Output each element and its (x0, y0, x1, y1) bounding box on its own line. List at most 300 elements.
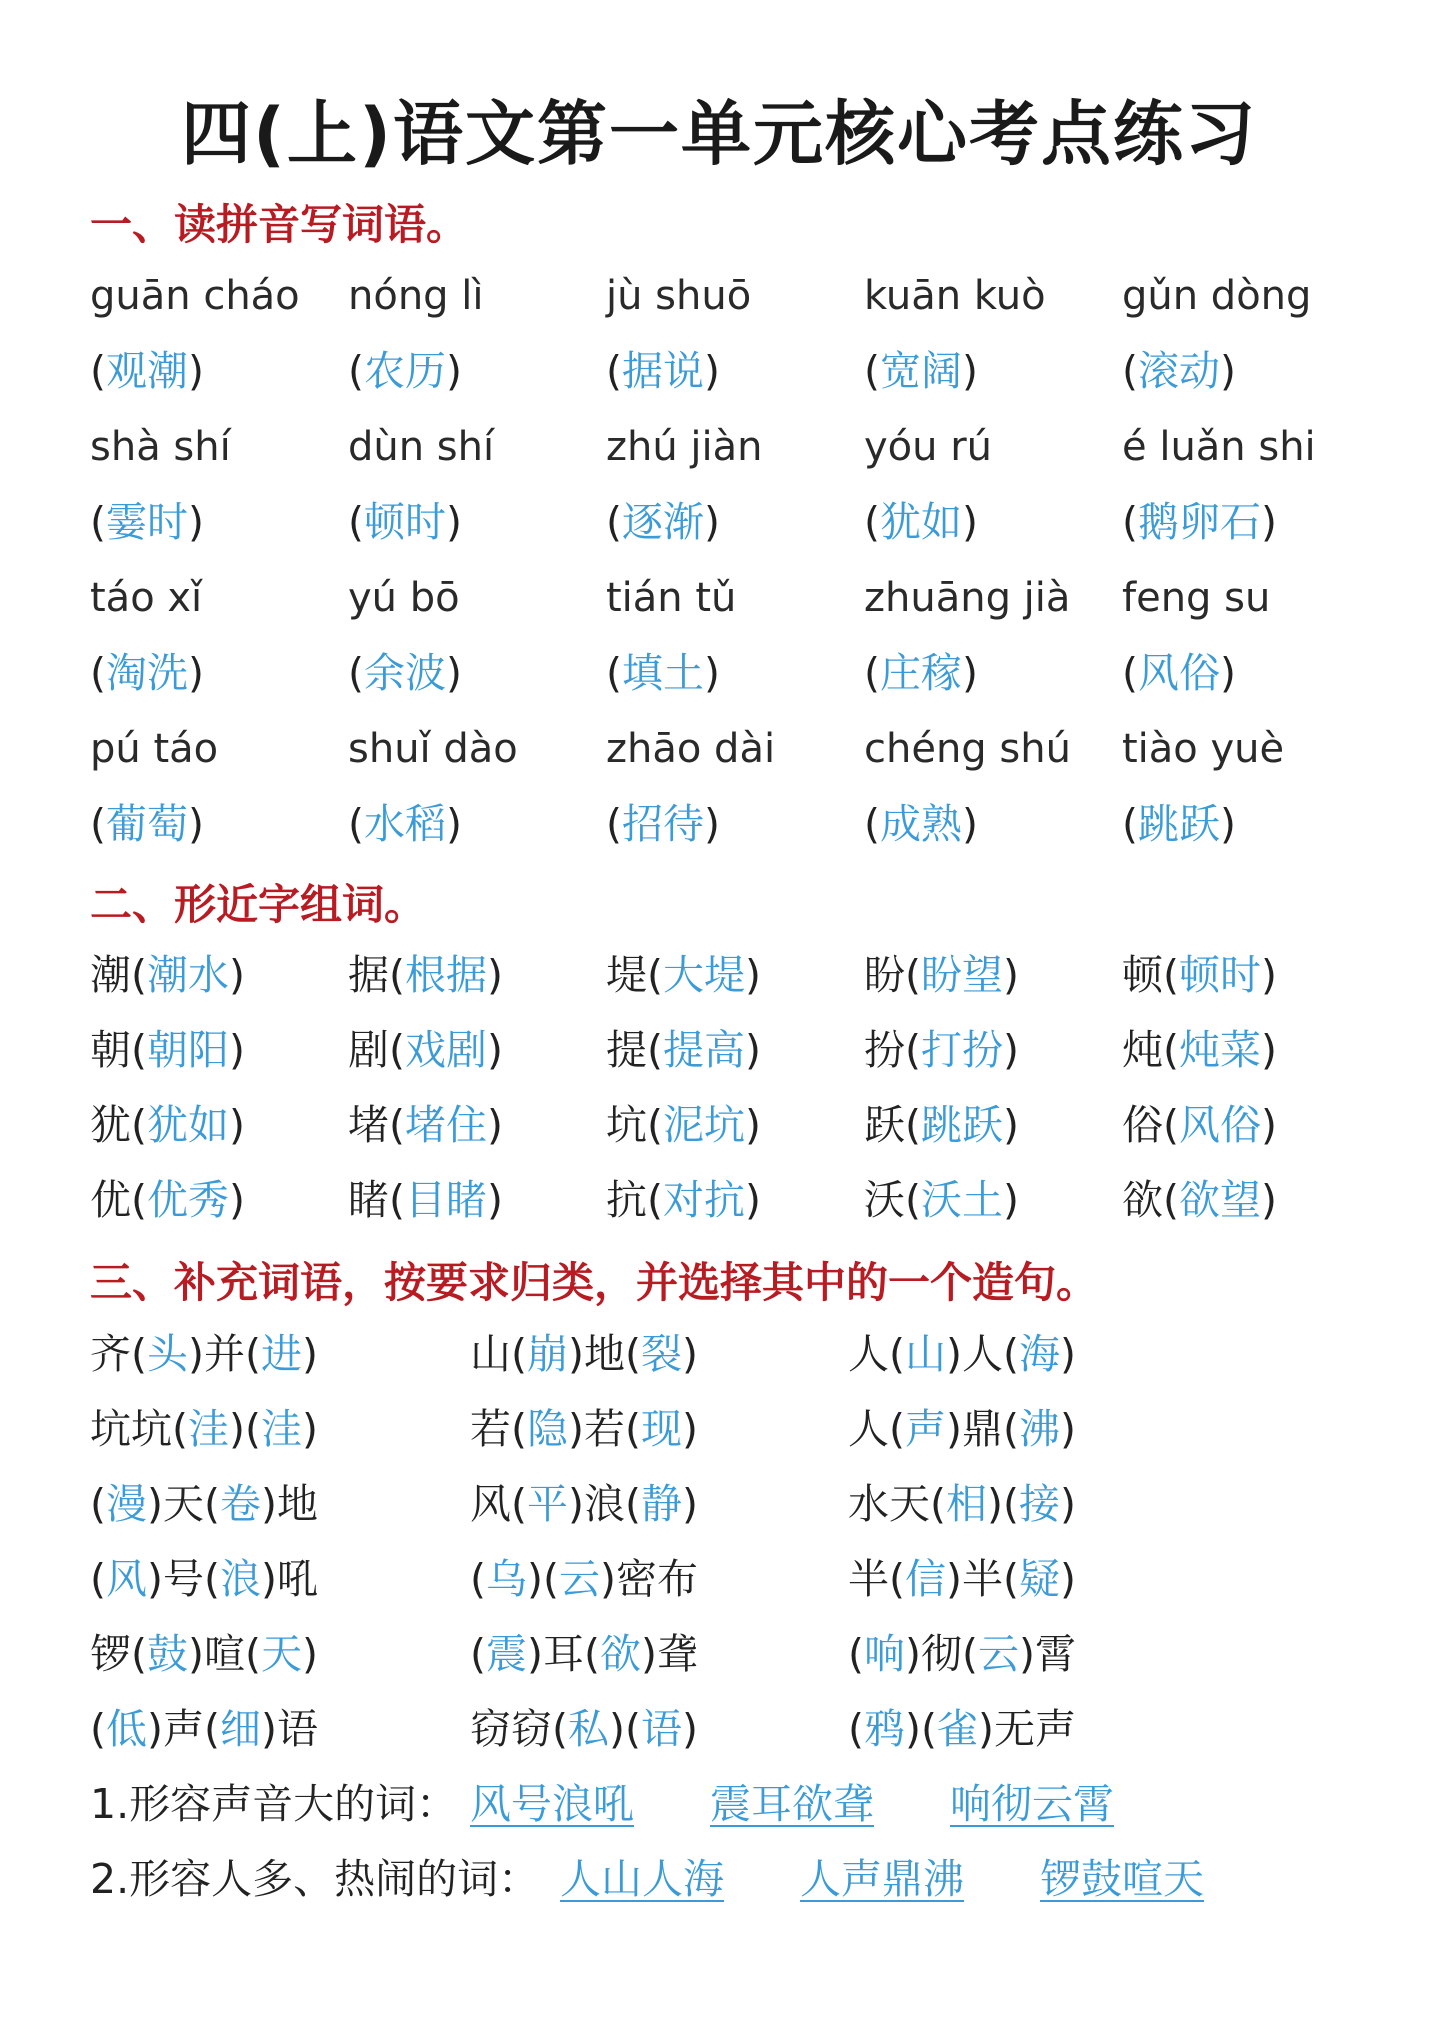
idiom-blank (848, 1705, 921, 1753)
paren-close: ) (704, 800, 720, 848)
category-label: 2.形容人多、热闹的词： (90, 1855, 540, 1903)
answer-group (1122, 649, 1236, 697)
paren-close: ) (962, 498, 978, 546)
paren-open: ( (1122, 649, 1138, 697)
paren-open: ( (348, 498, 364, 546)
paren-open: ( (172, 1405, 188, 1453)
pinyin-text: táo xǐ (90, 575, 203, 621)
paren-close: ) (962, 347, 978, 395)
idiom-blank (625, 1480, 698, 1528)
pinyin-answer (606, 643, 720, 703)
idiom-item (848, 1699, 1076, 1759)
base-char: 潮 (90, 951, 131, 999)
answer-text: 风俗 (1138, 649, 1220, 697)
pinyin-text: jù shuō (606, 273, 752, 319)
paren-close: ) (261, 1480, 277, 1528)
idiom-blank (889, 1330, 962, 1378)
answer-text: 鹅卵石 (1138, 498, 1261, 546)
paren-close: ) (147, 1555, 163, 1603)
answer-group (1122, 498, 1277, 546)
idiom-char: 吼 (277, 1555, 318, 1603)
idiom-blank (848, 1630, 921, 1678)
paren-close: ) (745, 951, 761, 999)
idiom-blank (245, 1630, 318, 1678)
paren-open: ( (90, 498, 106, 546)
answer-text: 顿时 (364, 498, 446, 546)
idiom-item (90, 1399, 318, 1459)
idiom-blank (204, 1480, 277, 1528)
idiom-char: 人 (848, 1405, 889, 1453)
answer-text: 犹如 (880, 498, 962, 546)
answer-group (1122, 800, 1236, 848)
paren-close: ) (600, 1555, 616, 1603)
paren-open: ( (848, 1705, 864, 1753)
idiom-item (90, 1324, 318, 1384)
paren-close: ) (946, 1405, 962, 1453)
paren-open: ( (204, 1480, 220, 1528)
paren-close: ) (682, 1405, 698, 1453)
category-label: 1.形容声音大的词： (90, 1780, 458, 1828)
pinyin-answer (90, 341, 204, 401)
idiom-char: 鼎 (962, 1405, 1003, 1453)
idiom-char: 号 (163, 1555, 204, 1603)
answer-text: 填土 (622, 649, 704, 697)
similar-char-item (606, 1020, 761, 1080)
paren-close: ) (302, 1405, 318, 1453)
pinyin-answer (90, 643, 204, 703)
idiom-item (848, 1324, 1076, 1384)
paren-open: ( (90, 800, 106, 848)
paren-close: ) (1060, 1330, 1076, 1378)
paren-close: ) (682, 1330, 698, 1378)
paren-close: ) (446, 800, 462, 848)
paren-close: ) (229, 1405, 245, 1453)
pinyin-answer (348, 794, 462, 854)
base-char: 盼 (864, 951, 905, 999)
idiom-blank (584, 1630, 657, 1678)
paren-open: ( (552, 1705, 568, 1753)
word-group (389, 1026, 503, 1074)
idiom-char: 聋 (657, 1630, 698, 1678)
similar-char-item (606, 1095, 761, 1155)
paren-open: ( (848, 1630, 864, 1678)
answer-text: 堵住 (405, 1101, 487, 1149)
idiom-blank (889, 1405, 962, 1453)
paren-open: ( (511, 1330, 527, 1378)
answer-text: 招待 (622, 800, 704, 848)
paren-open: ( (1003, 1480, 1019, 1528)
pinyin-text: pú táo (90, 726, 219, 772)
category-line (90, 1849, 1350, 1909)
similar-char-item (348, 945, 503, 1005)
paren-open: ( (511, 1480, 527, 1528)
answer-group (864, 498, 978, 546)
paren-open: ( (905, 1101, 921, 1149)
paren-close: ) (229, 951, 245, 999)
paren-open: ( (131, 1630, 147, 1678)
paren-close: ) (261, 1555, 277, 1603)
paren-close: ) (1003, 1026, 1019, 1074)
paren-open: ( (90, 1705, 106, 1753)
idiom-blank (625, 1330, 698, 1378)
paren-close: ) (487, 1176, 503, 1224)
category-answer: 震耳欲聋 (710, 1780, 874, 1828)
answer-text: 余波 (364, 649, 446, 697)
answer-text: 根据 (405, 951, 487, 999)
category-line (90, 1774, 1350, 1834)
answer-text: 沸 (1019, 1405, 1060, 1453)
base-char: 炖 (1122, 1026, 1163, 1074)
answer-text: 庄稼 (880, 649, 962, 697)
paren-close: ) (1060, 1480, 1076, 1528)
pinyin-text: yú bō (348, 575, 460, 621)
answer-group (1122, 347, 1236, 395)
answer-text: 提高 (663, 1026, 745, 1074)
word-group (647, 1176, 761, 1224)
idiom-char: 无声 (994, 1705, 1076, 1753)
answer-group (348, 800, 462, 848)
pinyin-text: tiào yuè (1122, 726, 1285, 772)
answer-text: 戏剧 (405, 1026, 487, 1074)
paren-close: ) (745, 1026, 761, 1074)
answer-text: 低 (106, 1705, 147, 1753)
answer-group (90, 649, 204, 697)
idiom-item (470, 1549, 698, 1609)
idiom-item (848, 1549, 1076, 1609)
paren-open: ( (625, 1405, 641, 1453)
idiom-char: 地 (584, 1330, 625, 1378)
idiom-item (90, 1624, 318, 1684)
word-group (131, 951, 245, 999)
pinyin-answer (348, 341, 462, 401)
answer-text: 洼 (188, 1405, 229, 1453)
idiom-item (848, 1399, 1076, 1459)
category-answer: 响彻云霄 (950, 1780, 1114, 1828)
paren-open: ( (625, 1480, 641, 1528)
pinyin-text: dùn shí (348, 424, 495, 470)
pinyin-answer (606, 341, 720, 401)
paren-open: ( (348, 649, 364, 697)
paren-open: ( (1163, 1026, 1179, 1074)
paren-open: ( (905, 1176, 921, 1224)
pinyin-answer (864, 492, 978, 552)
answer-text: 目睹 (405, 1176, 487, 1224)
section-heading-idioms: 三、补充词语，按要求归类，并选择其中的一个造句。 (90, 1258, 1099, 1307)
answer-text: 平 (527, 1480, 568, 1528)
answer-text: 炖菜 (1179, 1026, 1261, 1074)
paren-open: ( (245, 1630, 261, 1678)
idiom-char: 窃窃 (470, 1705, 552, 1753)
word-group (131, 1101, 245, 1149)
answer-text: 云 (559, 1555, 600, 1603)
answer-text: 裂 (641, 1330, 682, 1378)
idiom-char: 浪 (584, 1480, 625, 1528)
answer-text: 震 (486, 1630, 527, 1678)
paren-open: ( (889, 1555, 905, 1603)
paren-open: ( (1163, 1101, 1179, 1149)
idiom-char: 喧 (204, 1630, 245, 1678)
pinyin-answer (1122, 643, 1236, 703)
paren-close: ) (704, 347, 720, 395)
paren-close: ) (261, 1705, 277, 1753)
similar-char-item (1122, 945, 1277, 1005)
answer-text: 现 (641, 1405, 682, 1453)
pinyin-text: gǔn dòng (1122, 273, 1312, 319)
answer-text: 葡萄 (106, 800, 188, 848)
idiom-blank (245, 1405, 318, 1453)
idiom-char: 密布 (616, 1555, 698, 1603)
answer-text: 声 (905, 1405, 946, 1453)
word-group (647, 951, 761, 999)
category-answer: 风号浪吼 (470, 1780, 634, 1828)
word-group (1163, 1101, 1277, 1149)
paren-open: ( (204, 1705, 220, 1753)
answer-text: 成熟 (880, 800, 962, 848)
paren-close: ) (1261, 1176, 1277, 1224)
word-group (905, 1176, 1019, 1224)
pinyin-answer (90, 794, 204, 854)
paren-open: ( (889, 1330, 905, 1378)
paren-close: ) (1261, 498, 1277, 546)
answer-text: 山 (905, 1330, 946, 1378)
answer-group (606, 649, 720, 697)
paren-close: ) (302, 1330, 318, 1378)
answer-text: 鼓 (147, 1630, 188, 1678)
pinyin-text: é luǎn shi (1122, 424, 1316, 470)
idiom-char: 天 (163, 1480, 204, 1528)
idiom-blank (625, 1405, 698, 1453)
paren-open: ( (962, 1630, 978, 1678)
idiom-item (470, 1699, 698, 1759)
answer-text: 潮水 (147, 951, 229, 999)
paren-close: ) (188, 800, 204, 848)
paren-open: ( (131, 1026, 147, 1074)
similar-char-item (1122, 1095, 1277, 1155)
idiom-blank (131, 1630, 204, 1678)
pinyin-answer (606, 794, 720, 854)
paren-open: ( (245, 1405, 261, 1453)
base-char: 顿 (1122, 951, 1163, 999)
pinyin-text: yóu rú (864, 424, 993, 470)
paren-close: ) (978, 1705, 994, 1753)
answer-text: 天 (261, 1630, 302, 1678)
paren-close: ) (188, 1630, 204, 1678)
answer-text: 相 (946, 1480, 987, 1528)
idiom-blank (470, 1630, 543, 1678)
similar-char-item (90, 1095, 245, 1155)
base-char: 扮 (864, 1026, 905, 1074)
idiom-item (848, 1624, 1076, 1684)
word-group (1163, 1176, 1277, 1224)
similar-char-item (1122, 1170, 1277, 1230)
answer-text: 浪 (220, 1555, 261, 1603)
paren-close: ) (188, 347, 204, 395)
similar-char-item (606, 945, 761, 1005)
idiom-blank (172, 1405, 245, 1453)
answer-group (864, 347, 978, 395)
paren-close: ) (1060, 1555, 1076, 1603)
paren-close: ) (641, 1630, 657, 1678)
paren-open: ( (1122, 800, 1138, 848)
similar-char-item (864, 1170, 1019, 1230)
paren-open: ( (606, 347, 622, 395)
idiom-blank (90, 1705, 163, 1753)
paren-close: ) (745, 1176, 761, 1224)
idiom-char: 彻 (921, 1630, 962, 1678)
answer-text: 鸦 (864, 1705, 905, 1753)
answer-text: 卷 (220, 1480, 261, 1528)
answer-text: 接 (1019, 1480, 1060, 1528)
idiom-item (470, 1624, 698, 1684)
paren-close: ) (487, 951, 503, 999)
base-char: 提 (606, 1026, 647, 1074)
word-group (1163, 951, 1277, 999)
idiom-blank (204, 1555, 277, 1603)
paren-open: ( (389, 1026, 405, 1074)
similar-char-item (1122, 1020, 1277, 1080)
paren-close: ) (527, 1555, 543, 1603)
paren-open: ( (131, 1176, 147, 1224)
idiom-char: 坑坑 (90, 1405, 172, 1453)
paren-open: ( (921, 1705, 937, 1753)
paren-close: ) (487, 1101, 503, 1149)
answer-text: 进 (261, 1330, 302, 1378)
paren-open: ( (905, 951, 921, 999)
answer-group (606, 498, 720, 546)
paren-close: ) (682, 1705, 698, 1753)
base-char: 坑 (606, 1101, 647, 1149)
word-group (905, 1101, 1019, 1149)
paren-close: ) (446, 649, 462, 697)
base-char: 犹 (90, 1101, 131, 1149)
base-char: 跃 (864, 1101, 905, 1149)
paren-close: ) (1220, 800, 1236, 848)
paren-open: ( (348, 800, 364, 848)
base-char: 堵 (348, 1101, 389, 1149)
paren-open: ( (90, 1555, 106, 1603)
paren-open: ( (1003, 1405, 1019, 1453)
idiom-blank (930, 1480, 1003, 1528)
paren-open: ( (389, 951, 405, 999)
idiom-char: 半 (962, 1555, 1003, 1603)
answer-text: 优秀 (147, 1176, 229, 1224)
answer-text: 细 (220, 1705, 261, 1753)
answer-text: 盼望 (921, 951, 1003, 999)
paren-close: ) (446, 347, 462, 395)
paren-close: ) (962, 649, 978, 697)
paren-open: ( (131, 951, 147, 999)
category-answer: 人山人海 (560, 1855, 724, 1903)
idiom-char: 耳 (543, 1630, 584, 1678)
pinyin-answer (864, 794, 978, 854)
section-heading-pinyin: 一、读拼音写词语。 (90, 200, 469, 249)
paren-close: ) (1261, 1026, 1277, 1074)
paren-close: ) (1060, 1405, 1076, 1453)
answer-group (864, 800, 978, 848)
idiom-char: 齐 (90, 1330, 131, 1378)
answer-group (90, 347, 204, 395)
paren-open: ( (348, 347, 364, 395)
answer-group (348, 347, 462, 395)
paren-open: ( (647, 951, 663, 999)
paren-open: ( (647, 1026, 663, 1074)
answer-group (90, 800, 204, 848)
paren-close: ) (568, 1405, 584, 1453)
pinyin-text: tián tǔ (606, 575, 737, 621)
answer-text: 响 (864, 1630, 905, 1678)
word-group (131, 1176, 245, 1224)
answer-group (864, 649, 978, 697)
paren-close: ) (229, 1026, 245, 1074)
category-answer: 人声鼎沸 (800, 1855, 964, 1903)
similar-char-item (90, 945, 245, 1005)
idiom-char: 语 (277, 1705, 318, 1753)
paren-open: ( (864, 649, 880, 697)
pinyin-answer (90, 492, 204, 552)
idiom-item (470, 1324, 698, 1384)
paren-open: ( (647, 1176, 663, 1224)
answer-text: 云 (978, 1630, 1019, 1678)
answer-text: 泥坑 (663, 1101, 745, 1149)
paren-close: ) (905, 1630, 921, 1678)
base-char: 堤 (606, 951, 647, 999)
paren-open: ( (864, 498, 880, 546)
pinyin-text: guān cháo (90, 273, 300, 319)
answer-text: 欲望 (1179, 1176, 1261, 1224)
answer-text: 据说 (622, 347, 704, 395)
paren-close: ) (1261, 1101, 1277, 1149)
pinyin-text: zhāo dài (606, 726, 776, 772)
answer-text: 乌 (486, 1555, 527, 1603)
answer-text: 逐渐 (622, 498, 704, 546)
answer-text: 跳跃 (921, 1101, 1003, 1149)
paren-close: ) (962, 800, 978, 848)
paren-close: ) (229, 1176, 245, 1224)
answer-text: 大堤 (663, 951, 745, 999)
paren-open: ( (647, 1101, 663, 1149)
pinyin-answer (348, 643, 462, 703)
answer-group (348, 498, 462, 546)
idiom-blank (962, 1630, 1035, 1678)
paren-open: ( (625, 1705, 641, 1753)
answer-text: 水稻 (364, 800, 446, 848)
answer-group (90, 498, 204, 546)
paren-close: ) (1003, 951, 1019, 999)
base-char: 欲 (1122, 1176, 1163, 1224)
pinyin-answer (864, 643, 978, 703)
paren-close: ) (946, 1555, 962, 1603)
paren-open: ( (389, 1176, 405, 1224)
pinyin-answer (864, 341, 978, 401)
pinyin-text: zhuāng jià (864, 575, 1071, 621)
paren-open: ( (905, 1026, 921, 1074)
paren-close: ) (568, 1330, 584, 1378)
idiom-blank (90, 1480, 163, 1528)
pinyin-text: feng su (1122, 575, 1271, 621)
idiom-item (470, 1474, 698, 1534)
idiom-char: 霄 (1035, 1630, 1076, 1678)
paren-open: ( (470, 1555, 486, 1603)
paren-open: ( (90, 347, 106, 395)
pinyin-answer (606, 492, 720, 552)
pinyin-text: kuān kuò (864, 273, 1046, 319)
paren-close: ) (1220, 649, 1236, 697)
paren-open: ( (864, 800, 880, 848)
similar-char-item (864, 945, 1019, 1005)
base-char: 朝 (90, 1026, 131, 1074)
paren-close: ) (1003, 1176, 1019, 1224)
idiom-blank (511, 1480, 584, 1528)
